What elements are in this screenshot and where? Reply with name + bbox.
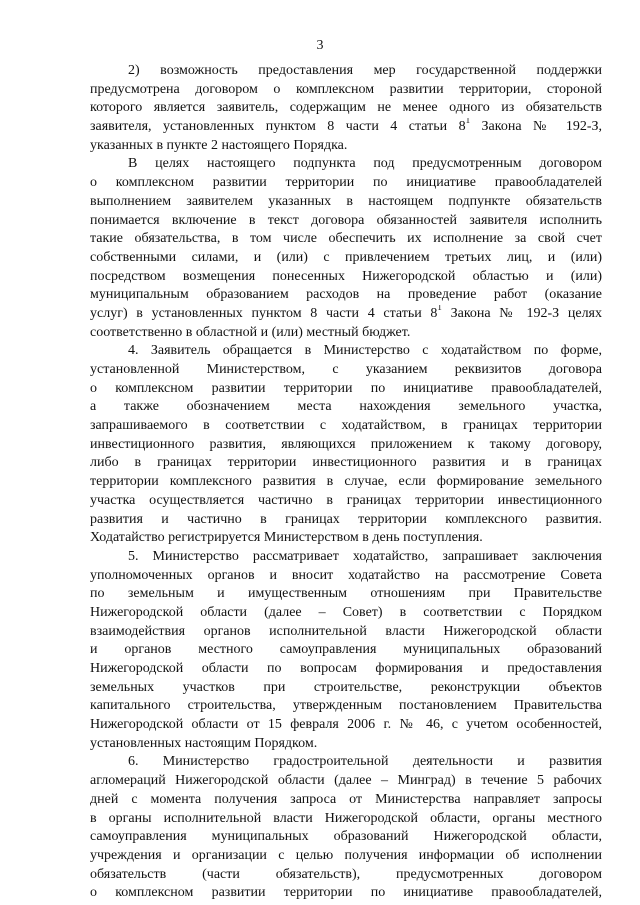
text-line: понимается включение в текст договора обязанностей заявителя исполнить — [90, 212, 602, 228]
text-line: земельных участков при строительстве, реконструкции объектов — [90, 679, 602, 695]
text-line: уполномоченных органов и вносит ходатайство на рассмотрение Совета — [90, 567, 602, 583]
text-line: Нижегородской области от 15 февраля 2006 г. № 46, с учетом особенностей, — [90, 717, 602, 733]
text-line: в органы исполнительной власти Нижегородской области, органы местного — [90, 810, 602, 826]
text-line: агломераций Нижегородской области (далее – Минград) в течение 5 рабочих — [90, 773, 602, 789]
text-line: 6. Министерство градостроительной деятельности и развития — [128, 754, 602, 770]
text-line: Ходатайство регистрируется Министерством в день поступления. — [90, 530, 483, 546]
text-line: выполнением заявителем указанных в настоящем подпункте обязательств — [90, 193, 602, 209]
text-line: 2) возможность предоставления мер государственной поддержки — [128, 63, 602, 78]
text-line: 4. Заявитель обращается в Министерство с ходатайством по форме, — [128, 343, 602, 359]
text-line: заявителя, установленных пунктом 8 части 4 статьи $8^1$ Закона № 192-З, — [90, 118, 602, 135]
text-line: предусмотрена договором о комплексном развитии территории, стороной — [90, 81, 602, 97]
text-line: Нижегородской области (далее – Совет) в соответствии с Порядком — [90, 604, 602, 620]
text-line: о комплексном развитии территории по инициативе правообладателей, — [90, 885, 602, 901]
text-line: о комплексном развитии территории по инициативе правообладателей, — [90, 380, 602, 396]
page-number: 3 — [316, 38, 324, 53]
text-line: посредством возмещения понесенных Нижегородской областью и (или) — [90, 268, 602, 284]
text-line: самоуправления муниципальных образований Нижегородской области, — [90, 829, 602, 845]
text-line: запрашиваемого в соответствии с ходатайством, в границах территории — [90, 418, 602, 434]
text-line: капитального строительства, утвержденным постановлением Правительства — [90, 698, 602, 714]
text-line: либо в границах территории инвестиционного развития и в границах — [90, 455, 602, 471]
document-body — [90, 62, 602, 903]
text-line: территории комплексного развития в случае, если формирование земельного — [90, 474, 602, 490]
text-line: такие обязательства, в том числе обеспечить их исполнение за свой счет — [90, 231, 602, 247]
text-line: В целях настоящего подпункта под предусмотренным договором — [128, 156, 602, 172]
text-line: участка осуществляется частично в границах территории инвестиционного — [90, 492, 602, 508]
text-line: указанных в пункте 2 настоящего Порядка. — [90, 137, 348, 153]
text-line: 5. Министерство рассматривает ходатайство, запрашивает заключения — [128, 548, 602, 564]
text-line: о комплексном развитии территории по инициативе правообладателей — [90, 175, 602, 191]
text-line: которого является заявитель, содержащим не менее одного из обязательств — [90, 100, 602, 116]
text-line: развития и частично в границах территории комплексного развития. — [90, 511, 602, 527]
text-line: учреждения и организации с целью получения информации об исполнении — [90, 847, 602, 863]
text-line: соответственно в областной и (или) местный бюджет. — [90, 324, 411, 340]
text-line: услуг) в установленных пунктом 8 части 4 статьи $8^1$ Закона № 192-З целях — [90, 304, 602, 321]
text-line: муниципальным образованием расходов на проведение работ (оказание — [90, 287, 602, 303]
text-line: Нижегородской области по вопросам формирования и предоставления — [90, 661, 602, 676]
text-line: обязательств (части обязательств), предусмотренных договором — [90, 866, 602, 882]
text-line: установленных настоящим Порядком. — [90, 735, 318, 751]
text-line: взаимодействия органов исполнительной власти Нижегородской области — [90, 623, 602, 639]
text-line: по земельным и имущественным отношениям при Правительстве — [90, 586, 602, 602]
text-line: а также обозначением места нахождения земельного участка, — [90, 399, 602, 415]
text-line: дней с момента получения запроса от Министерства направляет запросы — [90, 791, 602, 807]
text-line: и органов местного самоуправления муниципальных образований — [90, 642, 602, 658]
text-line: инвестиционного развития, являющихся приложением к такому договору, — [90, 436, 602, 452]
text-line: установленной Министерством, с указанием реквизитов договора — [90, 362, 602, 377]
text-line: собственными силами, и (или) с привлечением третьих лиц, и (или) — [90, 249, 602, 265]
